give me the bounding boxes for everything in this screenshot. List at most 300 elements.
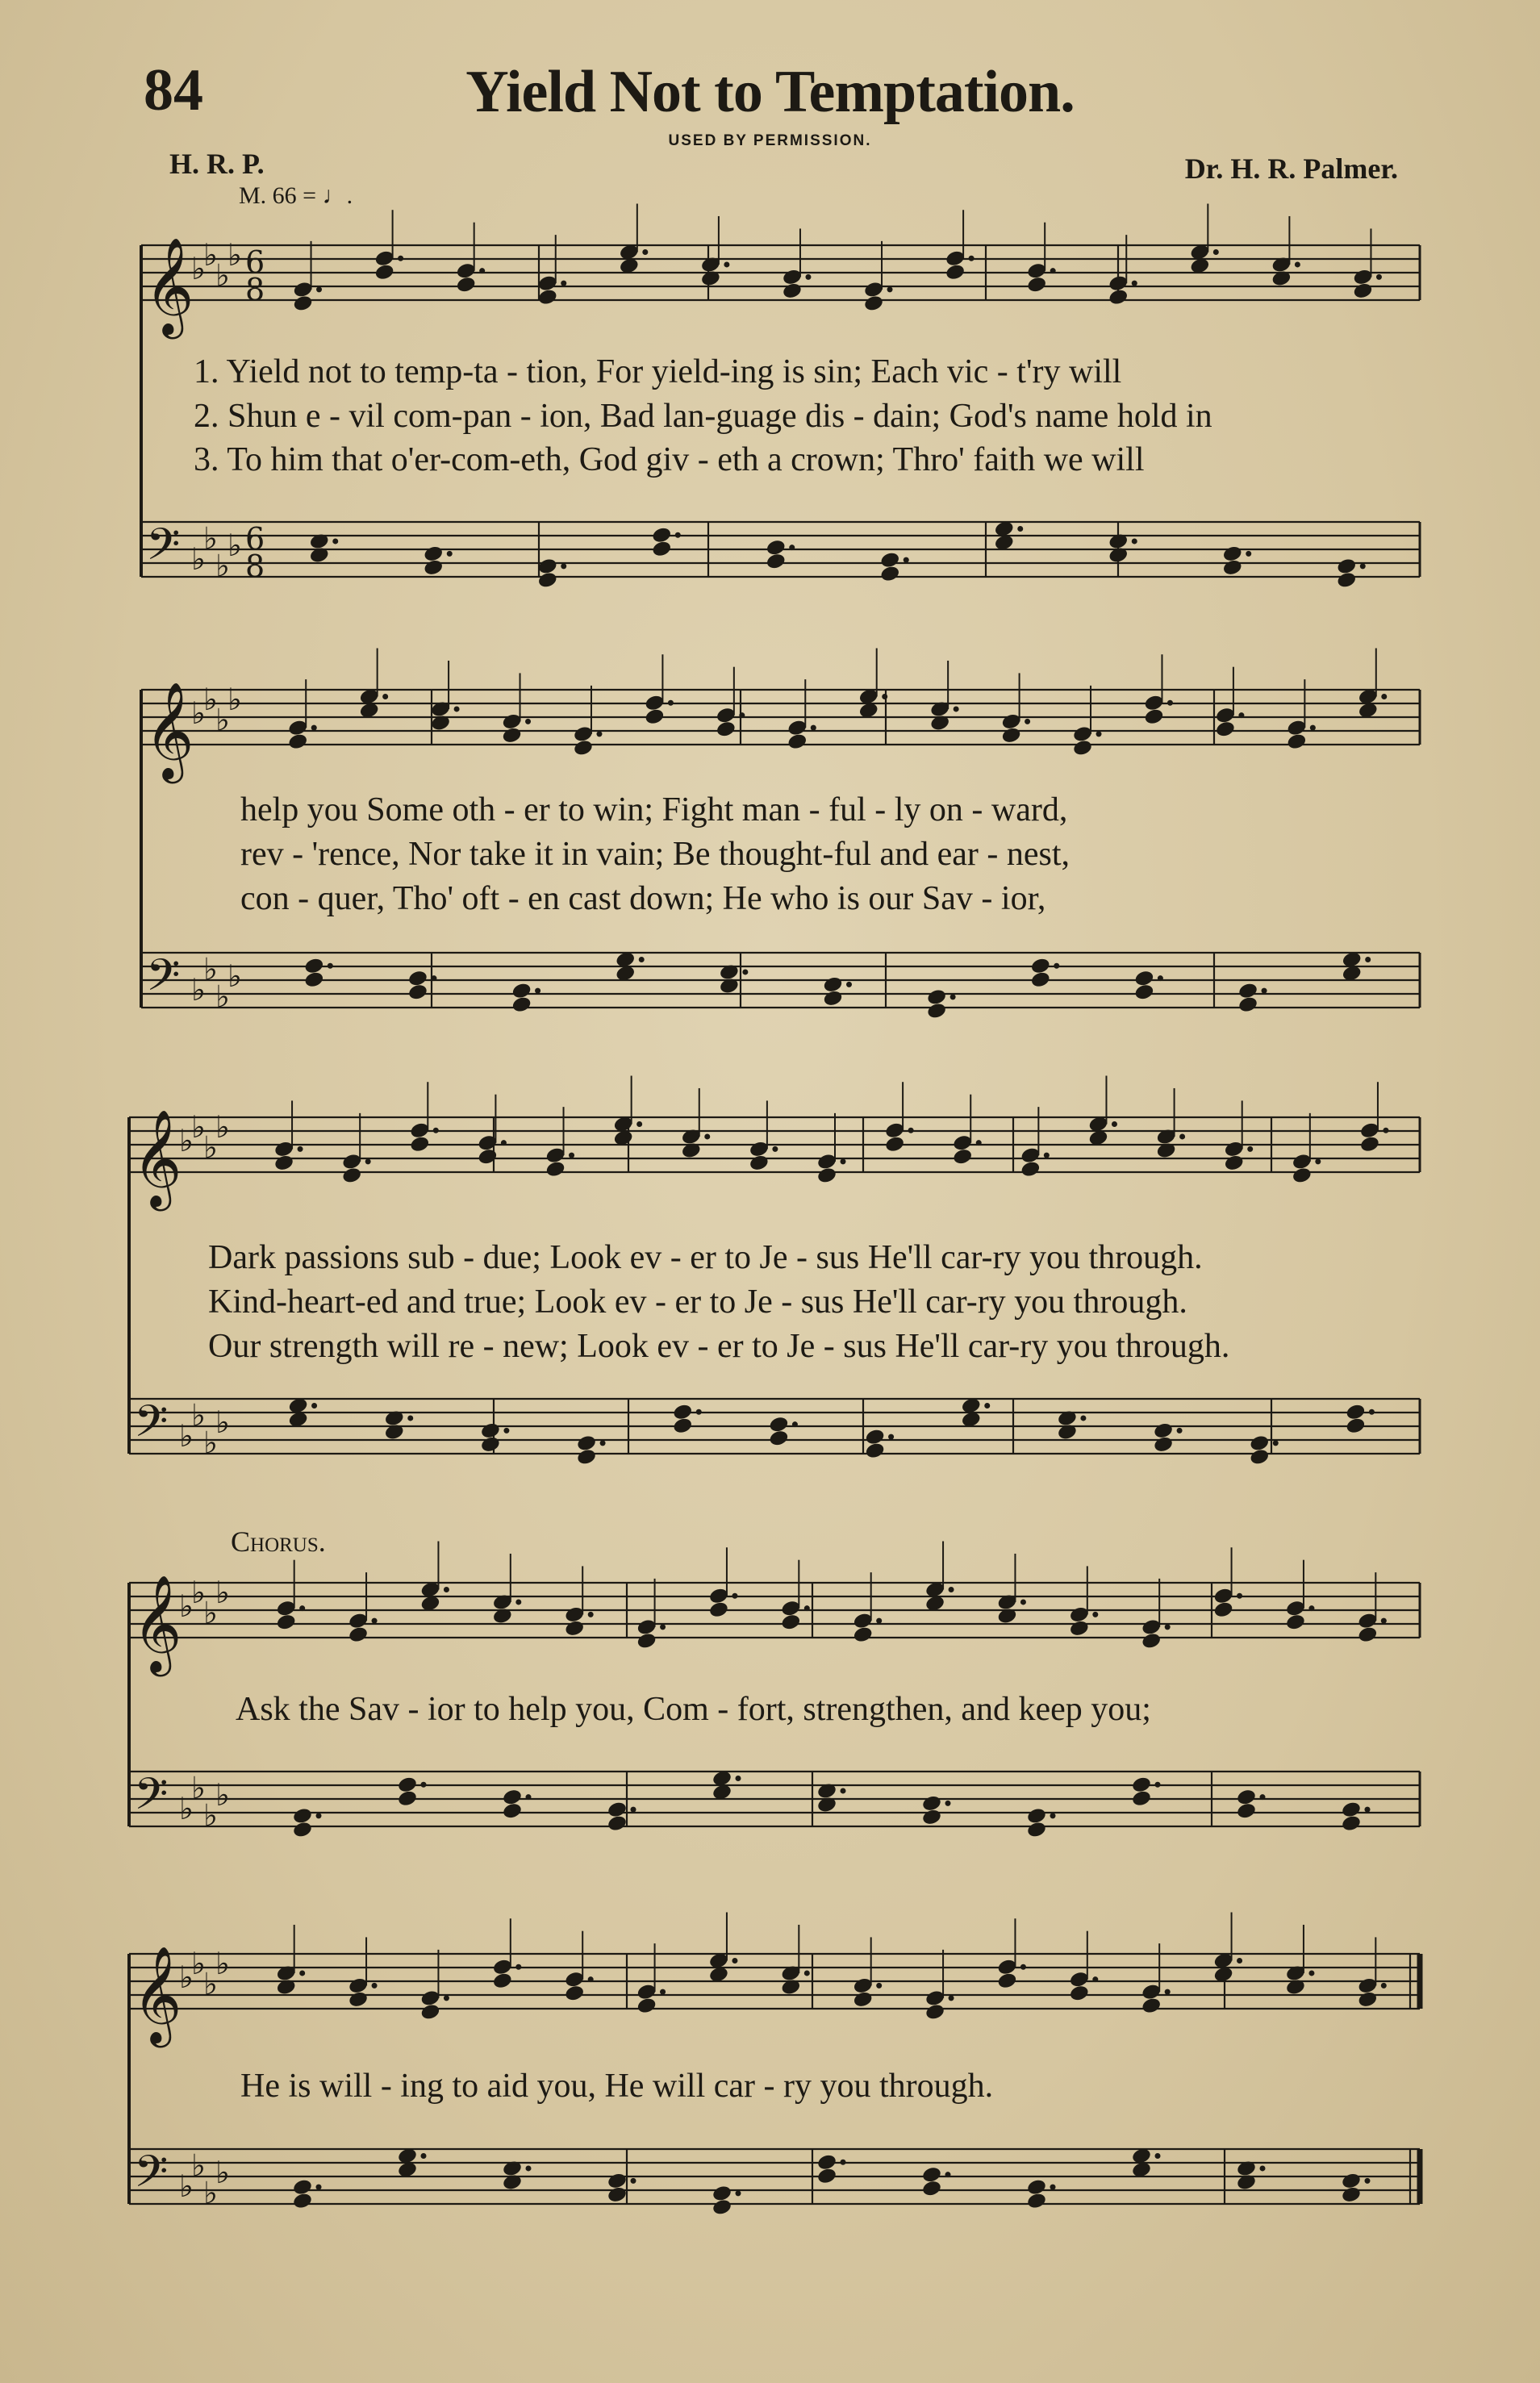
dot bbox=[945, 1801, 951, 1806]
note-head bbox=[1153, 1435, 1174, 1454]
dot bbox=[1383, 1128, 1388, 1133]
dot bbox=[1260, 1794, 1266, 1800]
dot bbox=[421, 1782, 427, 1788]
note-head bbox=[287, 732, 308, 751]
dot bbox=[372, 1618, 378, 1624]
dot bbox=[1050, 268, 1056, 273]
note-head bbox=[1237, 995, 1258, 1014]
bass-clef: 𝄢 bbox=[134, 2146, 169, 2208]
dot bbox=[561, 281, 566, 286]
dot bbox=[1080, 1415, 1086, 1421]
note-head bbox=[545, 1160, 566, 1179]
flat-sign: ♭ bbox=[203, 520, 218, 557]
note-head bbox=[564, 1619, 585, 1638]
dot bbox=[631, 2178, 636, 2184]
dot bbox=[949, 1587, 954, 1592]
bass-clef: 𝄢 bbox=[146, 519, 181, 581]
dot bbox=[1238, 712, 1244, 718]
dot bbox=[1025, 719, 1030, 724]
note-head bbox=[787, 732, 808, 751]
dot bbox=[328, 963, 333, 969]
flat-sign: ♭ bbox=[203, 2175, 218, 2211]
note-head bbox=[853, 1990, 874, 2009]
flat-sign: ♭ bbox=[191, 1575, 206, 1610]
note-head bbox=[1359, 1135, 1380, 1154]
dot bbox=[704, 1133, 710, 1139]
treble-clef: 𝄞 bbox=[144, 681, 194, 779]
note-head bbox=[348, 1626, 369, 1644]
dot bbox=[1017, 526, 1023, 532]
note-head bbox=[879, 551, 900, 570]
flat-sign: ♭ bbox=[191, 1397, 206, 1434]
note-head bbox=[1336, 557, 1357, 576]
note-head bbox=[409, 1135, 430, 1154]
note-head bbox=[573, 739, 594, 757]
dot bbox=[732, 1958, 737, 1964]
note-head bbox=[292, 294, 313, 313]
dot bbox=[742, 969, 748, 974]
note-head bbox=[607, 1814, 628, 1833]
time-signature-bottom: 8 bbox=[245, 272, 265, 307]
note-head bbox=[1001, 726, 1022, 745]
dot bbox=[316, 286, 322, 292]
note-head bbox=[511, 982, 532, 1000]
note-head bbox=[672, 1417, 693, 1435]
dot bbox=[1273, 1440, 1279, 1446]
note-head bbox=[1357, 1990, 1378, 2009]
dot bbox=[433, 1128, 439, 1133]
note-head bbox=[1069, 1984, 1090, 2002]
note-head bbox=[1030, 970, 1051, 989]
dot bbox=[1165, 1624, 1171, 1630]
verse-2-line-1: 2. Shun e - vil com-pan - ion, Bad lan-guage dis - dain; God's name hold in bbox=[194, 398, 1212, 435]
dot bbox=[1092, 1976, 1098, 1982]
note-head bbox=[607, 2172, 628, 2190]
dot bbox=[876, 1618, 882, 1624]
dot bbox=[984, 1403, 990, 1409]
dot bbox=[454, 706, 460, 712]
note-head bbox=[576, 1434, 597, 1453]
dot bbox=[1158, 975, 1163, 981]
note-head bbox=[492, 1972, 513, 1990]
note-head bbox=[636, 1632, 657, 1651]
dot bbox=[1096, 731, 1102, 737]
note-head bbox=[1341, 1801, 1362, 1819]
flat-sign: ♭ bbox=[215, 1777, 230, 1813]
dot bbox=[299, 1605, 305, 1611]
metronome-marking: M. 66 = ♩. bbox=[239, 182, 353, 209]
note-head bbox=[1341, 2172, 1362, 2190]
note-head bbox=[292, 1821, 313, 1839]
dot bbox=[588, 1612, 594, 1617]
dot bbox=[1381, 1618, 1387, 1624]
dot bbox=[1381, 694, 1387, 699]
lyricist-credit: H. R. P. bbox=[169, 148, 265, 180]
dot bbox=[501, 1140, 507, 1146]
dot bbox=[421, 2153, 427, 2159]
dot bbox=[950, 994, 956, 1000]
dot bbox=[976, 1140, 982, 1146]
dot bbox=[908, 1128, 914, 1133]
dot bbox=[1213, 249, 1219, 255]
dot bbox=[316, 1813, 322, 1818]
dot bbox=[949, 1995, 954, 2001]
dot bbox=[535, 988, 540, 994]
note-head bbox=[292, 2192, 313, 2210]
composer-credit: Dr. H. R. Palmer. bbox=[1184, 152, 1398, 185]
dot bbox=[1310, 725, 1316, 731]
note-head bbox=[1108, 288, 1129, 307]
bass-clef: 𝄢 bbox=[134, 1396, 169, 1458]
dot bbox=[515, 1964, 521, 1970]
verse-3-line-3: Our strength will re - new; Look ev - er to Je - sus He'll car-ry you through. bbox=[208, 1328, 1230, 1365]
dot bbox=[732, 1593, 737, 1599]
dot bbox=[479, 268, 485, 273]
note-head bbox=[480, 1421, 501, 1440]
dot bbox=[1177, 1428, 1183, 1434]
flat-sign: ♭ bbox=[179, 1791, 194, 1826]
dot bbox=[1044, 1153, 1050, 1158]
flat-sign: ♭ bbox=[203, 1966, 218, 2002]
verse-1-line-1: 1. Yield not to temp-ta - tion, For yield-ing is sin; Each vic - t'ry will bbox=[194, 353, 1122, 390]
dot bbox=[792, 1421, 798, 1427]
note-head bbox=[348, 1990, 369, 2009]
note-head bbox=[1141, 1997, 1162, 2015]
note-head bbox=[1212, 1600, 1233, 1619]
verse-2-line-2: rev - 'rence, Nor take it in vain; Be thought-ful and ear - nest, bbox=[240, 836, 1070, 873]
note-head bbox=[644, 707, 665, 726]
note-head bbox=[1026, 275, 1047, 294]
dot bbox=[398, 256, 403, 261]
note-head bbox=[502, 1788, 523, 1806]
note-head bbox=[822, 975, 843, 994]
flat-sign: ♭ bbox=[191, 695, 206, 731]
dot bbox=[1020, 1964, 1026, 1970]
dot bbox=[1167, 700, 1173, 706]
dot bbox=[675, 532, 681, 538]
note-head bbox=[1292, 1166, 1313, 1185]
note-head bbox=[1236, 1801, 1257, 1820]
note-head bbox=[502, 1801, 523, 1820]
note-head bbox=[921, 2165, 942, 2184]
dot bbox=[789, 545, 795, 550]
flat-sign: ♭ bbox=[203, 1797, 218, 1834]
dot bbox=[526, 1794, 532, 1800]
verse-1-line-2: help you Some oth - er to win; Fight man - ful - ly on - ward, bbox=[240, 791, 1068, 828]
dot bbox=[1054, 963, 1059, 969]
flat-sign: ♭ bbox=[179, 2168, 194, 2204]
dot bbox=[1365, 957, 1371, 962]
note-head bbox=[1222, 558, 1243, 577]
chorus-line-1: Ask the Sav - ior to help you, Com - fort, strengthen, and keep you; bbox=[236, 1691, 1151, 1728]
dot bbox=[444, 1995, 449, 2001]
note-head bbox=[303, 957, 324, 975]
dot bbox=[696, 1409, 702, 1415]
flat-sign: ♭ bbox=[191, 972, 206, 1008]
dot bbox=[525, 719, 531, 724]
note-head bbox=[1143, 707, 1164, 726]
note-head bbox=[423, 545, 444, 563]
note-head bbox=[822, 989, 843, 1008]
dot bbox=[444, 1587, 449, 1592]
dot bbox=[1369, 1409, 1375, 1415]
note-head bbox=[1153, 1421, 1174, 1440]
permission-note: USED BY PERMISSION. bbox=[668, 132, 872, 149]
note-head bbox=[1030, 957, 1051, 975]
note-head bbox=[1352, 282, 1373, 300]
note-head bbox=[501, 726, 522, 745]
note-head bbox=[423, 558, 444, 577]
flat-sign: ♭ bbox=[215, 979, 230, 1015]
note-head bbox=[712, 2185, 732, 2203]
dot bbox=[1155, 1782, 1161, 1788]
dot bbox=[1381, 1983, 1387, 1989]
note-head bbox=[303, 970, 324, 989]
note-head bbox=[816, 2153, 837, 2172]
dot bbox=[736, 1776, 741, 1781]
flat-sign: ♭ bbox=[203, 951, 218, 987]
note-head bbox=[564, 1984, 585, 2002]
note-head bbox=[1020, 1160, 1041, 1179]
note-head bbox=[672, 1403, 693, 1421]
treble-clef: 𝄞 bbox=[132, 1108, 182, 1207]
note-head bbox=[1072, 739, 1093, 757]
note-head bbox=[708, 1600, 729, 1619]
note-head bbox=[397, 1789, 418, 1808]
dot bbox=[811, 725, 816, 731]
time-signature-top: 6 bbox=[245, 521, 265, 557]
note-head bbox=[863, 294, 884, 313]
note-head bbox=[1345, 1403, 1366, 1421]
dot bbox=[1376, 274, 1382, 280]
dot bbox=[1360, 563, 1366, 569]
note-head bbox=[768, 1429, 789, 1447]
note-head bbox=[1236, 1788, 1257, 1806]
dot bbox=[311, 1403, 317, 1409]
verse-2-line-3: Kind-heart-ed and true; Look ev - er to Je - sus He'll car-ry you through. bbox=[208, 1283, 1187, 1321]
dot bbox=[299, 1970, 305, 1976]
note-head bbox=[374, 263, 395, 282]
note-head bbox=[537, 557, 558, 576]
note-head bbox=[1215, 720, 1236, 738]
note-head bbox=[276, 1613, 297, 1631]
flat-sign: ♭ bbox=[203, 1595, 218, 1631]
page-number: 84 bbox=[144, 57, 203, 123]
note-head bbox=[865, 1428, 886, 1446]
note-head bbox=[341, 1166, 362, 1185]
dot bbox=[596, 731, 602, 737]
dot bbox=[407, 1415, 413, 1421]
dot bbox=[431, 975, 436, 981]
dot bbox=[1246, 551, 1251, 557]
note-head bbox=[926, 1002, 947, 1020]
note-head bbox=[1357, 1626, 1378, 1644]
chorus-label: Chorus. bbox=[231, 1525, 326, 1558]
note-head bbox=[945, 263, 966, 282]
note-head bbox=[816, 1166, 837, 1185]
dot bbox=[660, 1624, 666, 1630]
dot bbox=[945, 2172, 951, 2177]
note-head bbox=[766, 538, 787, 557]
flat-sign: ♭ bbox=[227, 528, 242, 563]
note-head bbox=[924, 2003, 945, 2022]
hymn-title: Yield Not to Temptation. bbox=[465, 59, 1075, 125]
flat-sign: ♭ bbox=[191, 1946, 206, 1981]
dot bbox=[804, 1605, 810, 1611]
note-head bbox=[996, 1972, 1017, 1990]
dot bbox=[382, 694, 388, 699]
dot bbox=[636, 1121, 642, 1127]
flat-sign: ♭ bbox=[191, 541, 206, 577]
verse-3-line-2: con - quer, Tho' oft - en cast down; He who is our Sav - ior, bbox=[240, 880, 1046, 917]
dot bbox=[1112, 1121, 1117, 1127]
flat-sign: ♭ bbox=[215, 1575, 230, 1610]
note-head bbox=[456, 275, 477, 294]
dot bbox=[1247, 1146, 1253, 1152]
dot bbox=[736, 2190, 741, 2196]
dot bbox=[1262, 988, 1267, 994]
note-head bbox=[477, 1147, 498, 1166]
note-head bbox=[537, 571, 558, 590]
dot bbox=[876, 1983, 882, 1989]
dot bbox=[1237, 1593, 1242, 1599]
note-head bbox=[407, 983, 428, 1001]
dot bbox=[724, 261, 729, 267]
note-head bbox=[1026, 2178, 1047, 2197]
flat-sign: ♭ bbox=[179, 1959, 194, 1995]
dot bbox=[1179, 1133, 1185, 1139]
dot bbox=[1165, 1989, 1171, 1995]
note-head bbox=[749, 1154, 770, 1172]
dot bbox=[1295, 261, 1300, 267]
note-head bbox=[419, 2003, 440, 2022]
note-head bbox=[1341, 1814, 1362, 1833]
note-head bbox=[1224, 1154, 1245, 1172]
note-head bbox=[1341, 2185, 1362, 2204]
bass-clef: 𝄢 bbox=[146, 949, 181, 1012]
note-head bbox=[537, 288, 558, 307]
dot bbox=[887, 286, 893, 292]
note-head bbox=[1237, 982, 1258, 1000]
note-head bbox=[1133, 983, 1154, 1001]
treble-clef: 𝄞 bbox=[144, 236, 194, 335]
note-head bbox=[1285, 1613, 1306, 1631]
dot bbox=[526, 2165, 532, 2171]
note-head bbox=[1026, 1807, 1047, 1826]
note-head bbox=[511, 995, 532, 1014]
note-head bbox=[1141, 1632, 1162, 1651]
note-head bbox=[636, 1997, 657, 2015]
dot bbox=[642, 249, 648, 255]
dot bbox=[1308, 1970, 1314, 1976]
dot bbox=[316, 2185, 322, 2190]
note-head bbox=[273, 1154, 294, 1172]
dot bbox=[1365, 2178, 1371, 2184]
dot bbox=[311, 725, 317, 731]
dot bbox=[888, 1434, 894, 1440]
treble-clef: 𝄞 bbox=[132, 1945, 182, 2043]
note-head bbox=[716, 720, 737, 738]
note-head bbox=[292, 1807, 313, 1826]
note-head bbox=[1286, 732, 1307, 751]
flat-sign: ♭ bbox=[191, 1770, 206, 1806]
dot bbox=[1155, 2153, 1161, 2159]
dot bbox=[1308, 1605, 1314, 1611]
note-head bbox=[651, 526, 672, 545]
flat-sign: ♭ bbox=[215, 548, 230, 584]
time-signature-bottom: 8 bbox=[245, 549, 265, 584]
dot bbox=[561, 563, 566, 569]
flat-sign: ♭ bbox=[203, 1129, 218, 1166]
note-head bbox=[1069, 1619, 1090, 1638]
dot bbox=[846, 982, 852, 987]
dot bbox=[372, 1983, 378, 1989]
note-head bbox=[607, 1801, 628, 1819]
dot bbox=[447, 551, 453, 557]
note-head bbox=[921, 2179, 942, 2197]
flat-sign: ♭ bbox=[203, 237, 218, 273]
verse-1-line-3: Dark passions sub - due; Look ev - er to Je - sus He'll car-ry you through. bbox=[208, 1239, 1203, 1276]
dot bbox=[1365, 1807, 1371, 1813]
flat-sign: ♭ bbox=[215, 1946, 230, 1981]
note-head bbox=[1336, 571, 1357, 590]
flat-sign: ♭ bbox=[203, 1425, 218, 1461]
dot bbox=[1092, 1612, 1098, 1617]
flat-sign: ♭ bbox=[179, 1123, 194, 1158]
bass-clef: 𝄢 bbox=[134, 1768, 169, 1830]
note-head bbox=[1249, 1448, 1270, 1467]
flat-sign: ♭ bbox=[215, 702, 230, 738]
note-head bbox=[712, 2198, 732, 2217]
dot bbox=[1132, 538, 1137, 544]
flat-sign: ♭ bbox=[215, 257, 230, 294]
note-head bbox=[766, 552, 787, 570]
dot bbox=[841, 1158, 846, 1164]
treble-clef: 𝄞 bbox=[132, 1574, 182, 1672]
flat-sign: ♭ bbox=[227, 958, 242, 994]
dot bbox=[660, 1989, 666, 1995]
dot bbox=[1237, 1958, 1242, 1964]
note-head bbox=[816, 2167, 837, 2185]
dot bbox=[841, 2160, 846, 2165]
note-head bbox=[1026, 2192, 1047, 2210]
flat-sign: ♭ bbox=[227, 682, 242, 717]
note-head bbox=[1026, 1821, 1047, 1839]
note-head bbox=[921, 1808, 942, 1826]
flat-sign: ♭ bbox=[227, 237, 242, 273]
dot bbox=[841, 1788, 846, 1793]
note-head bbox=[1133, 969, 1154, 987]
flat-sign: ♭ bbox=[179, 1418, 194, 1454]
note-head bbox=[576, 1448, 597, 1467]
verse-3-line-1: 3. To him that o'er-com-eth, God giv - eth a crown; Thro' faith we will bbox=[194, 441, 1145, 478]
note-head bbox=[782, 282, 803, 300]
note-head bbox=[879, 565, 900, 583]
dot bbox=[631, 1807, 636, 1813]
note-head bbox=[607, 2185, 628, 2204]
note-head bbox=[1131, 1776, 1152, 1794]
chorus-line-2: He is will - ing to aid you, He will car - ry you through. bbox=[240, 2068, 994, 2105]
flat-sign: ♭ bbox=[215, 1404, 230, 1440]
note-head bbox=[397, 1776, 418, 1794]
time-signature-top: 6 bbox=[245, 244, 265, 280]
flat-sign: ♭ bbox=[191, 2147, 206, 2184]
dot bbox=[365, 1158, 371, 1164]
dot bbox=[805, 274, 811, 280]
flat-sign: ♭ bbox=[215, 1109, 230, 1145]
dot bbox=[503, 1428, 509, 1434]
dot bbox=[588, 1976, 594, 1982]
